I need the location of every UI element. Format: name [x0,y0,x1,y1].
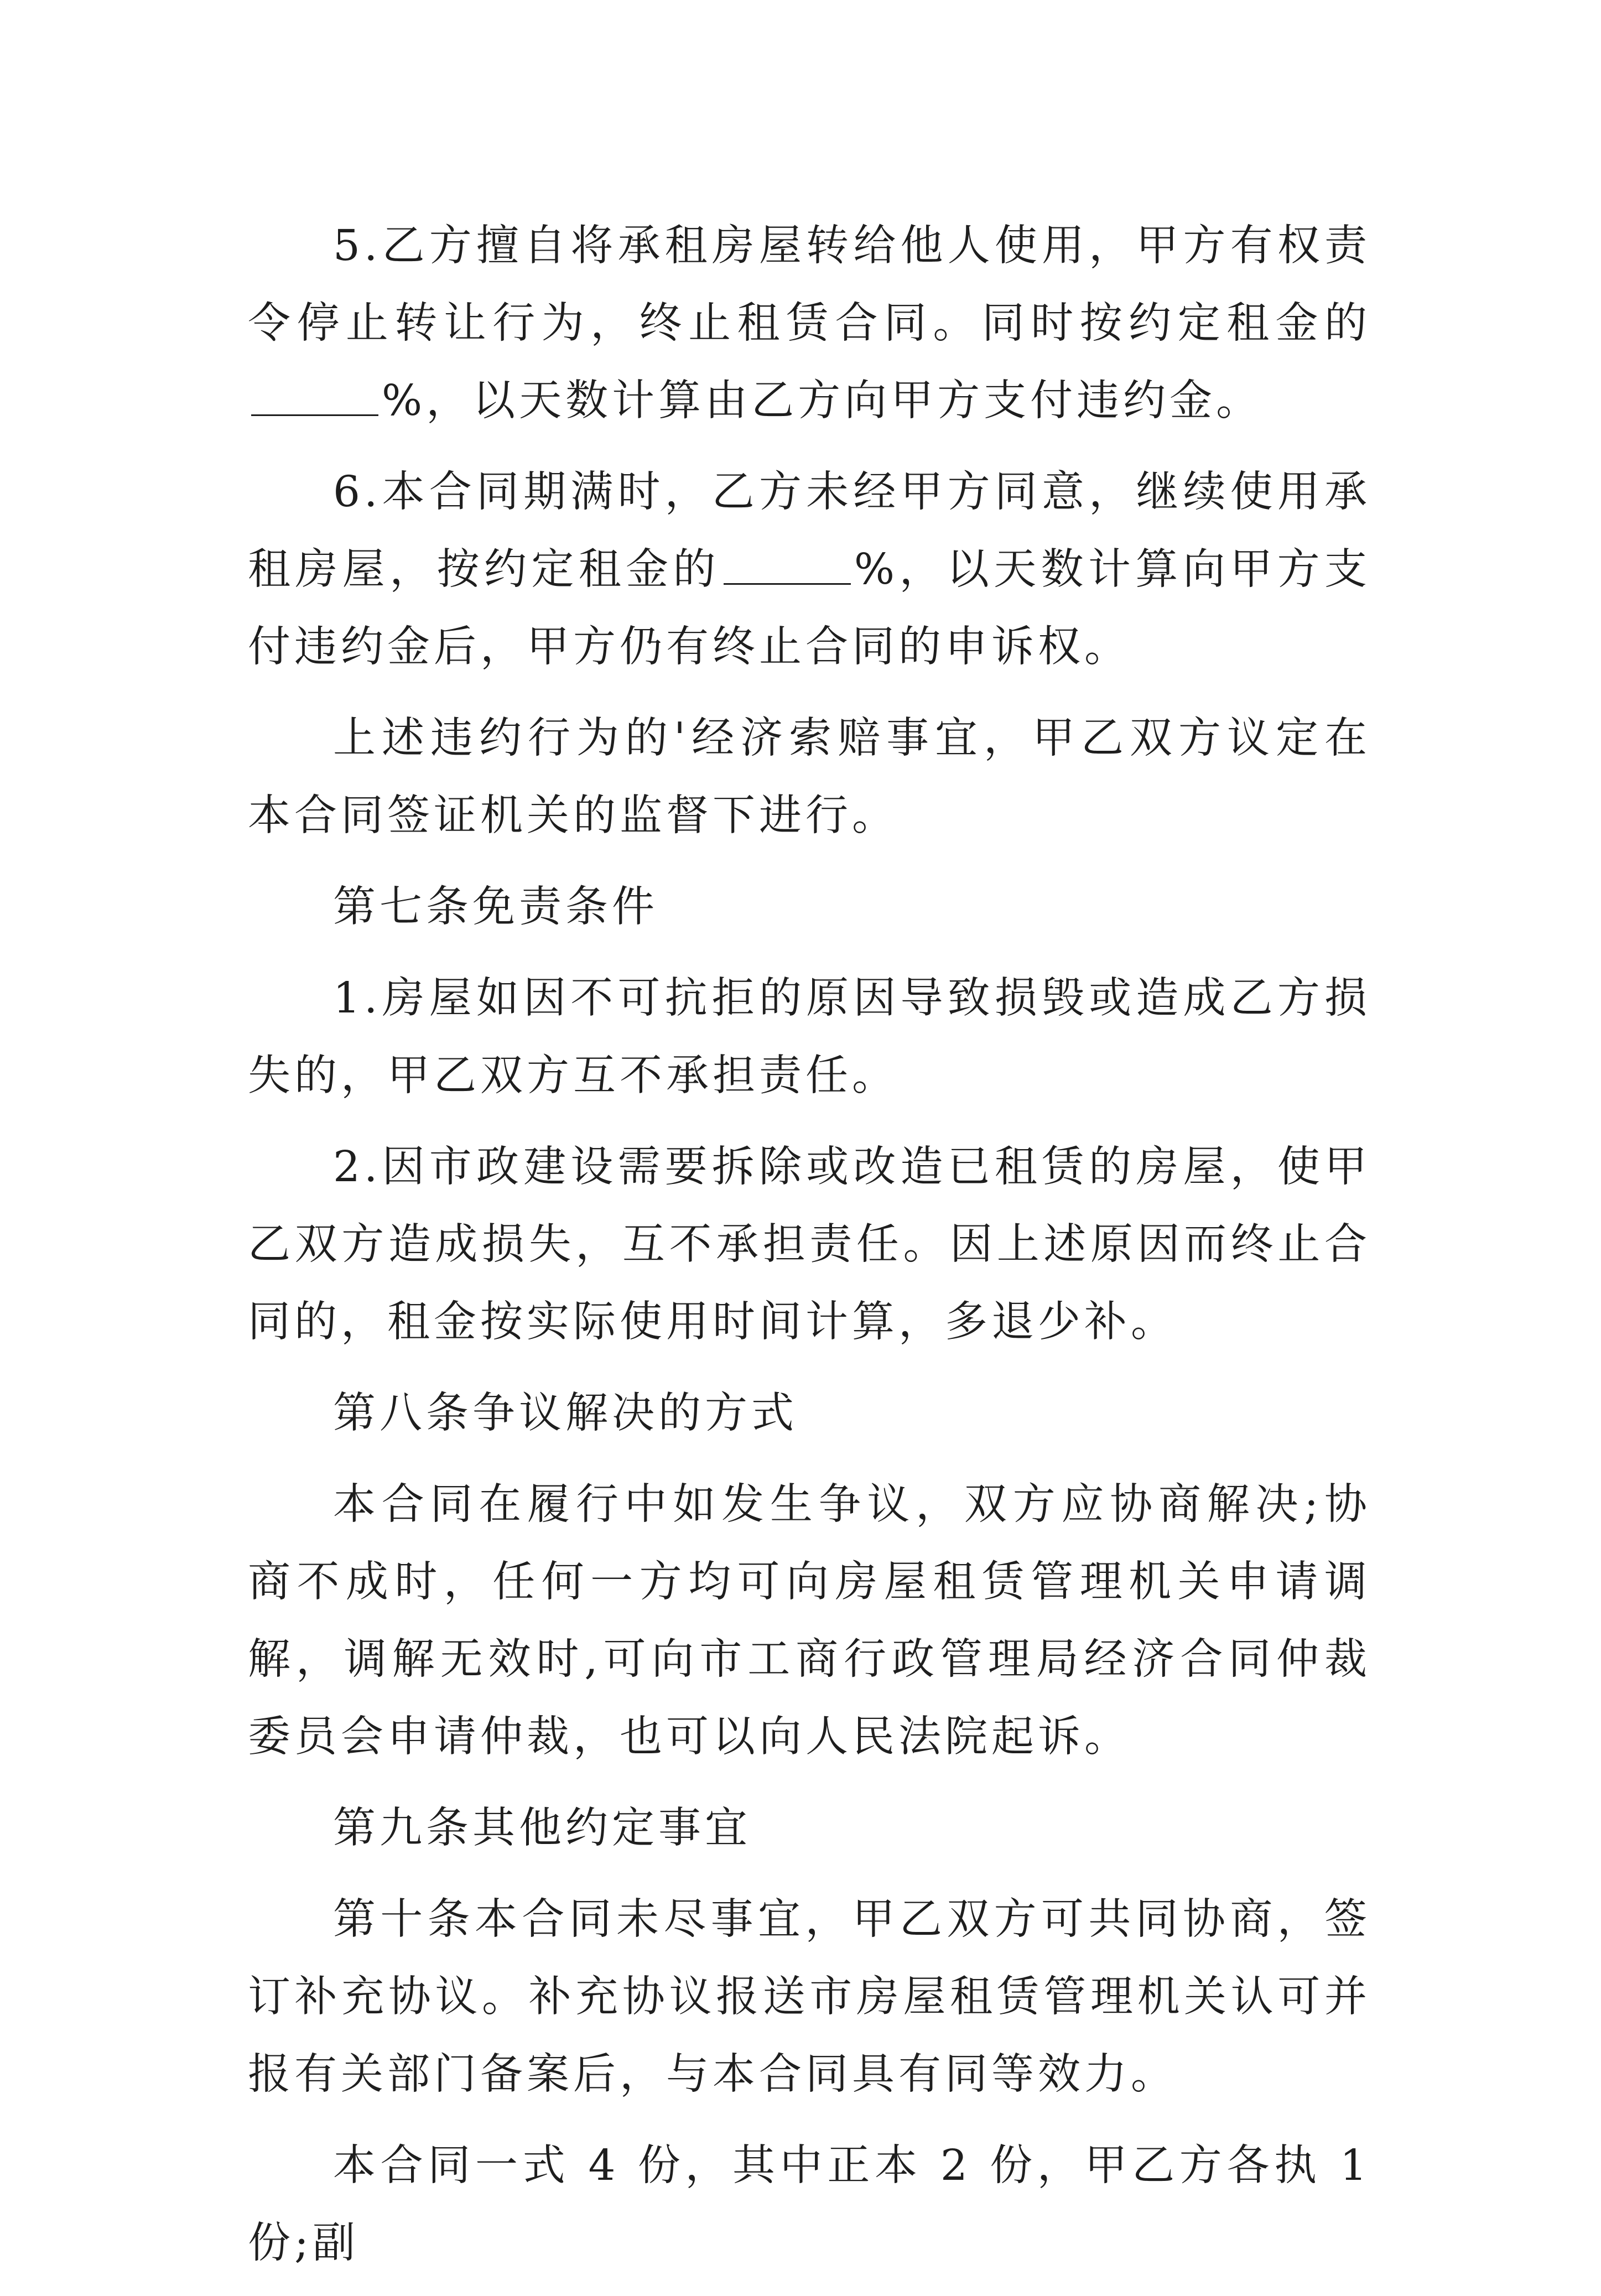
article-9-heading: 第九条其他约定事宜 [333,1804,751,1853]
dispute-resolution-paragraph: 本合同在履行中如发生争议，双方应协商解决;协商不成时，任何一方均可向房屋租赁管理机关申请调解，调解无效时,可向市工商行政管理局经济合同仲裁委员会申请仲裁，也可以向人民法院起诉。 [248,1480,1371,1762]
copies-paragraph: 本合同一式 4 份，其中正本 2 份，甲乙方各执 1 份;副 [248,2141,1371,2268]
article-10-paragraph: 第十条本合同未尽事宜，甲乙双方可共同协商，签订补充协议。补充协议报送市房屋租赁管理机关认可并报有关部门备案后，与本合同具有同等效力。 [248,1895,1371,2099]
clause-5-text-before: 5.乙方擅自将承租房屋转给他人使用，甲方有权责令停止转让行为，终止租赁合同。同时按约定租金的 [248,221,1371,348]
article-7-heading: 第七条免责条件 [333,882,658,932]
clause-6-paragraph [248,454,1371,686]
penalty-rate-blank-1 [251,414,378,416]
article-8-heading: 第八条争议解决的方式 [333,1389,798,1438]
exemption-item-2: 2.因市政建设需要拆除或改造已租赁的房屋，使甲乙双方造成损失，互不承担责任。因上述原因而终止合同的，租金按实际使用时间计算，多退少补。 [248,1142,1371,1347]
clause-6-text-after: %，以天数计算向甲方支付违约金后，甲方仍有终止合同的申诉权。 [248,545,1371,672]
clause-6-text-before: 6.本合同期满时，乙方未经甲方同意，继续使用承租房屋，按约定租金的 [248,467,1371,594]
exemption-item-1: 1.房屋如因不可抗拒的原因导致损毁或造成乙方损失的，甲乙双方互不承担责任。 [248,974,1371,1100]
clause-5-text-after: %，以天数计算由乙方向甲方支付违约金。 [382,376,1263,425]
penalty-rate-blank-2 [724,583,851,585]
clause-5-paragraph [248,207,1371,440]
document-body [248,207,1371,2296]
compensation-paragraph: 上述违约行为的'经济索赔事宜，甲乙双方议定在本合同签证机关的监督下进行。 [248,714,1371,840]
